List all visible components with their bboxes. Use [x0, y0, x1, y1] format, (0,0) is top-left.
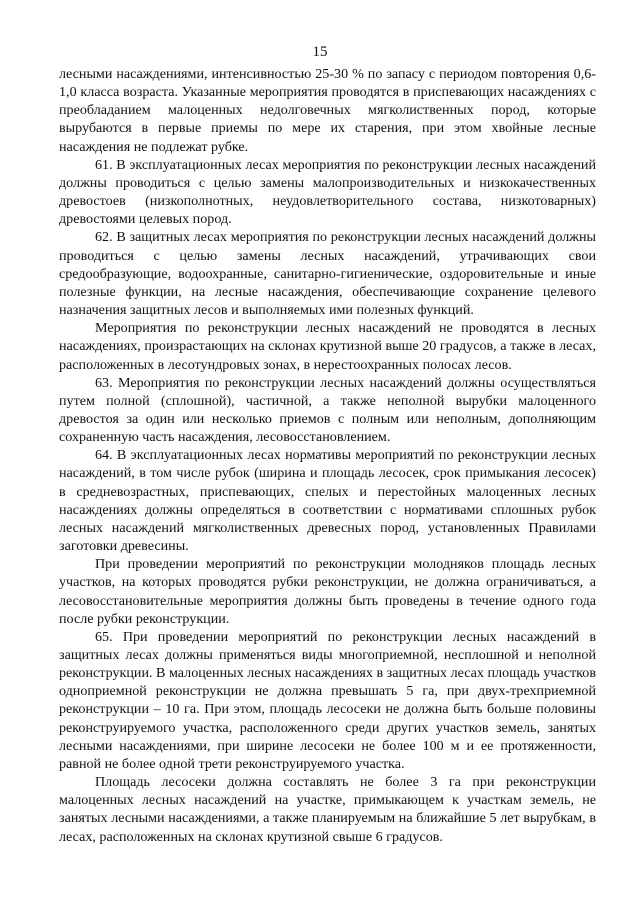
- paragraph-65-note: Площадь лесосеки должна составлять не более 3 га при реконструкции малоценных лесных насаждений на участке, примыкающем к участкам земель, не занятых лесными насаждениями, а также планируемым на ближайшие 5 лет вырубкам, в лесах, расположенных на склонах крутизной свыше 6 градусов.: [59, 774, 596, 845]
- paragraph-continuation: лесными насаждениями, интенсивностью 25-30 % по запасу с периодом повторения 0,6-1,0 класса возраста. Указанные мероприятия проводятся в приспевающих насаждениях с преобладанием малоценных недолговечных мягколиственных пород, которые вырубаются в первые приемы по мере их старения, при этом хвойные лесные насаждения не подлежат рубке.: [59, 66, 596, 155]
- paragraph-64: 64. В эксплуатационных лесах нормативы мероприятий по реконструкции лесных насаждений, в том числе рубок (ширина и площадь лесосек, срок примыкания лесосек) в средневозрастных, приспевающих, спелых и перестойных малоценных лесных насаждениях должны определяться в соответствии с нормативами сплошных рубок лесных насаждений мягколиственных древесных пород, установленных Правилами заготовки древесины.: [59, 447, 596, 555]
- paragraph-61: 61. В эксплуатационных лесах мероприятия по реконструкции лесных насаждений должны проводиться с целью замены малопроизводительных и низкокачественных древостоев (низкополнотных, неудовлетворительного состава, низкотоварных) древостоями целевых пород.: [59, 156, 596, 228]
- paragraph-64-note: При проведении мероприятий по реконструкции молодняков площадь лесных участков, на которых проводятся рубки реконструкции, не должна ограничиваться, а лесовосстановительные мероприятия должны быть проведены в течение одного года после рубки реконструкции.: [59, 556, 596, 627]
- paragraph-62-note: Мероприятия по реконструкции лесных насаждений не проводятся в лесных насаждениях, произрастающих на склонах крутизной выше 20 градусов, а также в лесах, расположенных в лесотундровых зонах, в нерестоохранных полосах лесов.: [59, 320, 596, 373]
- paragraph-63: 63. Мероприятия по реконструкции лесных насаждений должны осуществляться путем полной (сплошной), частичной, а также неполной вырубки малоценного древостоя за один или несколько приемов с полным или неполным, дополняющим сохраненную часть насаждения, лесовосстановлением.: [59, 374, 596, 446]
- page-number: 15: [312, 44, 328, 60]
- paragraph-62: 62. В защитных лесах мероприятия по реконструкции лесных насаждений должны проводиться с целью замены лесных насаждений, утрачивающих свои средообразующие, водоохранные, санитарно-гигиенические, оздоровительные и иные полезные функции, на лесные насаждения, обеспечивающие сохранение целевого назначения защитных лесов и выполняемых ими полезных функций.: [59, 229, 596, 319]
- document-body: [59, 65, 596, 846]
- paragraph-65: 65. При проведении мероприятий по реконструкции лесных насаждений в защитных лесах должны применяться виды многоприемной, несплошной и неполной реконструкции. В малоценных лесных насаждениях в защитных лесах площадь участков одноприемной реконструкции не должна превышать 5 га, при двух-трехприемной реконструкции – 10 га. При этом, площадь лесосеки не должна быть больше половины реконструируемого участка, расположенного среди других участков земель, занятых лесными насаждениями, при ширине лесосеки не более 100 м и ее протяженности, равной не более одной трети реконструируемого участка.: [59, 628, 596, 772]
